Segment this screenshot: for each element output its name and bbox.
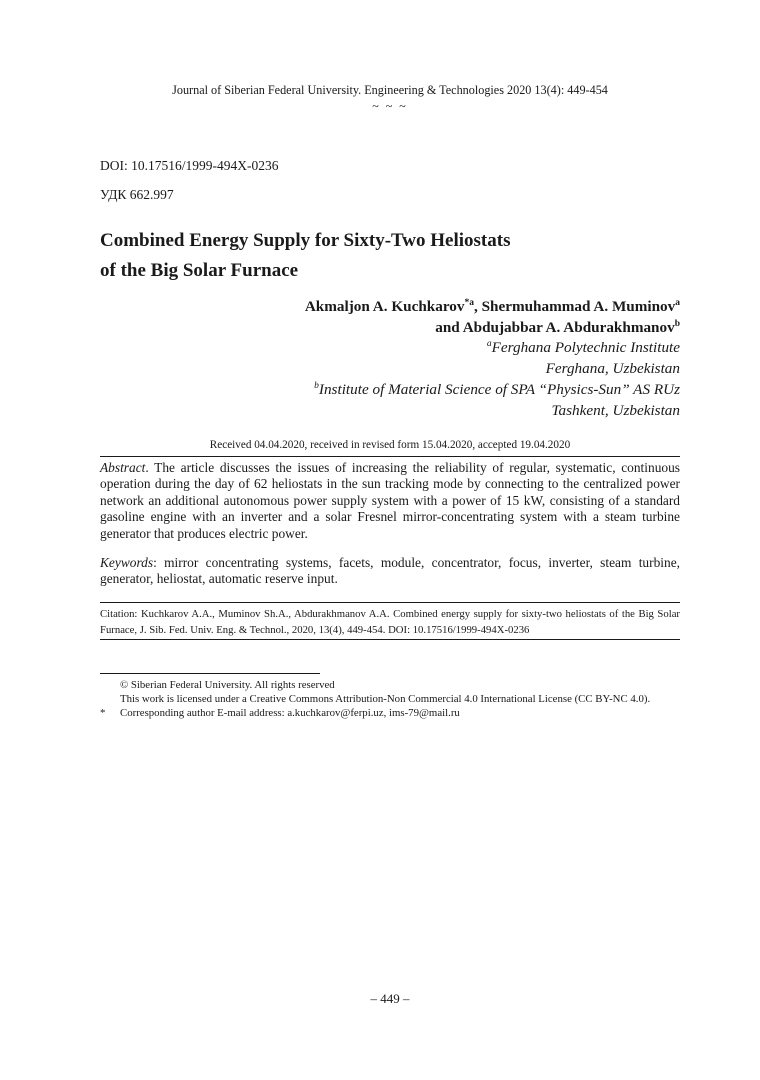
author-sup: *a	[464, 297, 474, 308]
paper-title	[100, 226, 510, 286]
abstract-text: . The article discusses the issues of increasing the reliability of regular, systematic, continuous operation during the day of 62 heliostats in the sun tracking mode by connecting to the centralized power network an additional autonomous power supply system with a power of 15 kW, consisting of a standard gasoline engine with an inverter and a solar Fresnel mirror-concentrating system with a steam turbine generator that produces electric power.	[100, 460, 680, 541]
affiliation-sup: b	[314, 380, 319, 391]
title-line-1: Combined Energy Supply for Sixty-Two Heliostats	[100, 230, 511, 251]
abstract	[100, 460, 680, 542]
abstract-label: Abstract	[100, 460, 146, 475]
journal-header: Journal of Siberian Federal University. Engineering & Technologies 2020 13(4): 449-454	[172, 83, 608, 97]
author-name: Abdujabbar A. Abdurakhmanov	[462, 319, 675, 336]
divider	[100, 639, 680, 640]
affiliation-a-line-1	[314, 337, 680, 358]
affiliations	[314, 337, 680, 421]
affiliation-sup: a	[486, 338, 492, 349]
author-list	[305, 296, 680, 338]
author-sup: b	[674, 318, 680, 329]
author-name: Akmaljon A. Kuchkarov	[304, 298, 465, 315]
header-ornament: ~ ~ ~	[372, 99, 408, 113]
author-conjunction: and	[435, 319, 463, 336]
udk-code: УДК 662.997	[100, 187, 174, 202]
affiliation-text: Institute of Material Science of SPA “Physics-Sun” AS RUz	[318, 381, 680, 398]
footnote-text: Corresponding author E-mail address: a.kuchkarov@ferpi.uz, ims-79@mail.ru	[120, 707, 460, 719]
received-dates: Received 04.04.2020, received in revised form 15.04.2020, accepted 19.04.2020	[209, 439, 571, 451]
footnote-text: This work is licensed under a Creative Commons Attribution-Non Commercial 4.0 International License (CC BY-NC 4.0).	[120, 693, 651, 705]
doi: DOI: 10.17516/1999-494X-0236	[100, 158, 279, 173]
footnote-license	[100, 692, 700, 706]
page-number: – 449 –	[370, 991, 410, 1006]
affiliation-a-line-2: Ferghana, Uzbekistan	[545, 360, 680, 377]
author-line-2	[305, 317, 680, 338]
keywords	[100, 555, 680, 588]
citation: Citation: Kuchkarov A.A., Muminov Sh.A., Abdurakhmanov A.A. Combined energy supply for sixty-two heliostats of the Big Solar Furnace, J. Sib. Fed. Univ. Eng. & Technol., 2020, 13(4), 449-454. DOI: 10.17516/1999-494X-0236	[100, 608, 680, 636]
keywords-text: : mirror concentrating systems, facets, module, concentrator, focus, inverter, steam turbine, generator, heliostat, automatic reserve input.	[100, 555, 680, 587]
author-sup: a	[675, 297, 680, 308]
title-line-2: of the Big Solar Furnace	[100, 260, 299, 281]
footnote-copyright	[100, 678, 700, 692]
asterisk-mark: *	[100, 707, 106, 719]
footnote-text: © Siberian Federal University. All rights reserved	[120, 679, 335, 691]
divider	[100, 456, 680, 457]
footnote-rule	[100, 673, 320, 674]
keywords-label: Keywords	[100, 555, 154, 570]
affiliation-b-line-1	[314, 379, 680, 400]
footnote-corresponding	[100, 706, 700, 720]
author-name: Shermuhammad A. Muminov	[481, 298, 676, 315]
affiliation-text: Ferghana Polytechnic Institute	[491, 339, 680, 356]
divider	[100, 602, 680, 603]
affiliation-b-line-2: Tashkent, Uzbekistan	[551, 402, 680, 419]
author-line-1: Akmaljon A. Kuchkarov$^{*a}$, Shermuhammad A. Muminov$^a$	[304, 297, 680, 315]
